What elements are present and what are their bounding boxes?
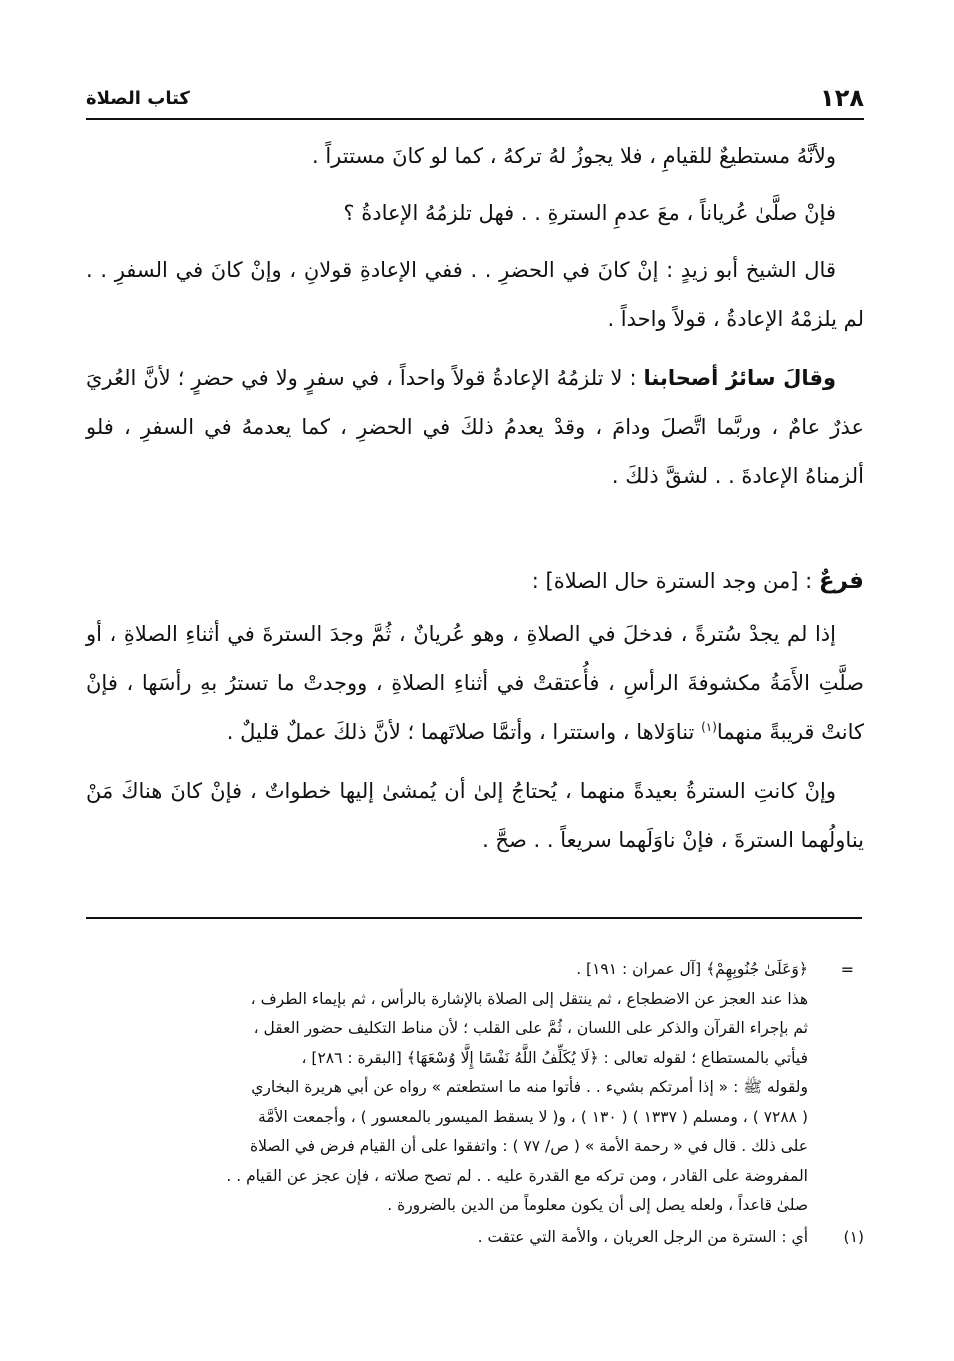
section-gap: [86, 511, 864, 557]
footnote-line: هذا عند العجز عن الاضطجاع ، ثم ينتقل إلى الصلاة بالإشارة بالرأس ، ثم بإيماء الطرف ،: [250, 989, 808, 1008]
footnote-line: ولقوله ﷺ : « إذا أمرتكم بشيء . . فأتوا منه ما استطعتم » رواه عن أبي هريرة البخاري: [251, 1078, 808, 1096]
footnote-line: المفروضة على القادر ، ومن تركه مع القدرة عليه . . لم تصح صلاته ، فإن عجز عن القيام . .: [226, 1166, 808, 1185]
paragraph-5-text-b: تناوَلاها ، واستترا ، وأتمَّا صلاتَهما ؛ لأنَّ ذلكَ عملٌ قليلٌ .: [226, 720, 702, 744]
section-heading: [86, 557, 864, 606]
section-heading-title: : [من وجد السترة حال الصلاة] :: [531, 569, 819, 593]
page-number: ١٢٨: [820, 84, 864, 112]
section-heading-word: فرعٌ: [818, 568, 864, 594]
footnotes: [86, 955, 864, 1252]
footnote-reference[interactable]: (١): [701, 720, 717, 734]
footnote-1-number: (١): [843, 1227, 864, 1246]
header-rule: [86, 118, 864, 120]
footnote-line: على ذلك . قال في « رحمة الأمة » ( ص/ ٧٧ ) : واتفقوا على أن القيام فرض في الصلاة: [250, 1137, 808, 1155]
paragraph-6: وإنْ كانتِ السترةُ بعيدةً منهما ، يُحتاجُ إلىٰ أن يُمشىٰ إليها خطواتٌ ، فإنْ كانَ هناكَ مَنْ يناولُهما السترةَ ، فإنْ ناوَلَهما سريعاً . . صحَّ .: [86, 779, 864, 852]
paragraph-2: فإنْ صلَّىٰ عُرياناً ، معَ عدمِ السترةِ . . فهل تلزمُهُ الإعادةُ ؟: [343, 201, 836, 225]
book-title: كتاب الصلاة: [86, 88, 190, 109]
paragraph-4-text: : لا تلزمُهُ الإعادةُ قولاً واحداً ، في سفرٍ ولا في حضرٍ ؛ لأنَّ العُريَ عذرٌ عامٌ ، وربَّما اتَّصلَ ودامَ ، وقدْ يعدمُ ذلكَ في الحضرِ ، كما يعدمهُ في السفرِ ، فلو ألزمناهُ الإعادةَ . . لشقَّ ذلكَ .: [86, 366, 864, 488]
running-header: [86, 80, 864, 116]
footnote-line: ﴿وَعَلَىٰ جُنُوبِهِمْ﴾ [آل عمران : ١٩١] .: [576, 960, 808, 978]
paragraph-3: قال الشيخ أبو زيدٍ : إنْ كانَ في الحضرِ . . ففي الإعادةِ قولانِ ، وإنْ كانَ في السفرِ . . لم يلزمْهُ الإعادةُ ، قولاً واحداً .: [86, 258, 864, 331]
footnote-line: صلىٰ قاعداً ، ولعله يصل إلى أن يكون معلوماً من الدين بالضرورة .: [387, 1196, 808, 1214]
footnote-line: ثم بإجراء القرآن والذكر على اللسان ، ثُمَّ على القلب ؛ لأن مناط التكليف حضور العقل ،: [253, 1019, 808, 1037]
continuation-marker: =: [840, 960, 854, 979]
paragraph-4-lead: وقالَ سائرُ أصحابنا: [643, 366, 837, 390]
paragraph-4: [86, 354, 864, 501]
footnote-line: ( ٧٢٨٨ ) ، ومسلم ( ١٣٣٧ ) ( ١٣٠ ) ، و( لا يسقط الميسور بالمعسور ) ، وأجمعت الأمَّة: [258, 1107, 808, 1126]
paragraph-5-text-a: إذا لم يجدْ سُترةً ، فدخلَ في الصلاةِ ، وهو عُريانٌ ، ثُمَّ وجدَ السترةَ في أثناءِ الصلاةِ ، أو صلَّتِ الأَمَةُ مكشوفةَ الرأسِ ، فأُعتقتْ في أثناءِ الصلاةِ ، ووجدتْ ما تسترُ بهِ رأسَها ، فإنْ كانتْ قريبةً منهما: [86, 622, 864, 744]
paragraph-1: ولأنَّهُ مستطيعٌ للقيامِ ، فلا يجوزُ لهُ تركهُ ، كما لو كانَ مستتراً .: [312, 144, 836, 168]
footnote-line: فيأتي بالمستطاع ؛ لقوله تعالى : ﴿لَا يُكَلِّفُ اللَّهُ نَفْسًا إِلَّا وُسْعَهَا﴾ [البقرة : ٢٨٦] ،: [301, 1048, 808, 1067]
paragraph-5: [86, 610, 864, 757]
footnote-1-text: أي : السترة من الرجل العريان ، والأمة التي عتقت .: [477, 1227, 808, 1246]
footnote-1: [86, 1223, 864, 1253]
main-text: [86, 132, 864, 873]
footnote-rule: [86, 917, 862, 919]
footnote-continuation: [86, 955, 864, 1221]
